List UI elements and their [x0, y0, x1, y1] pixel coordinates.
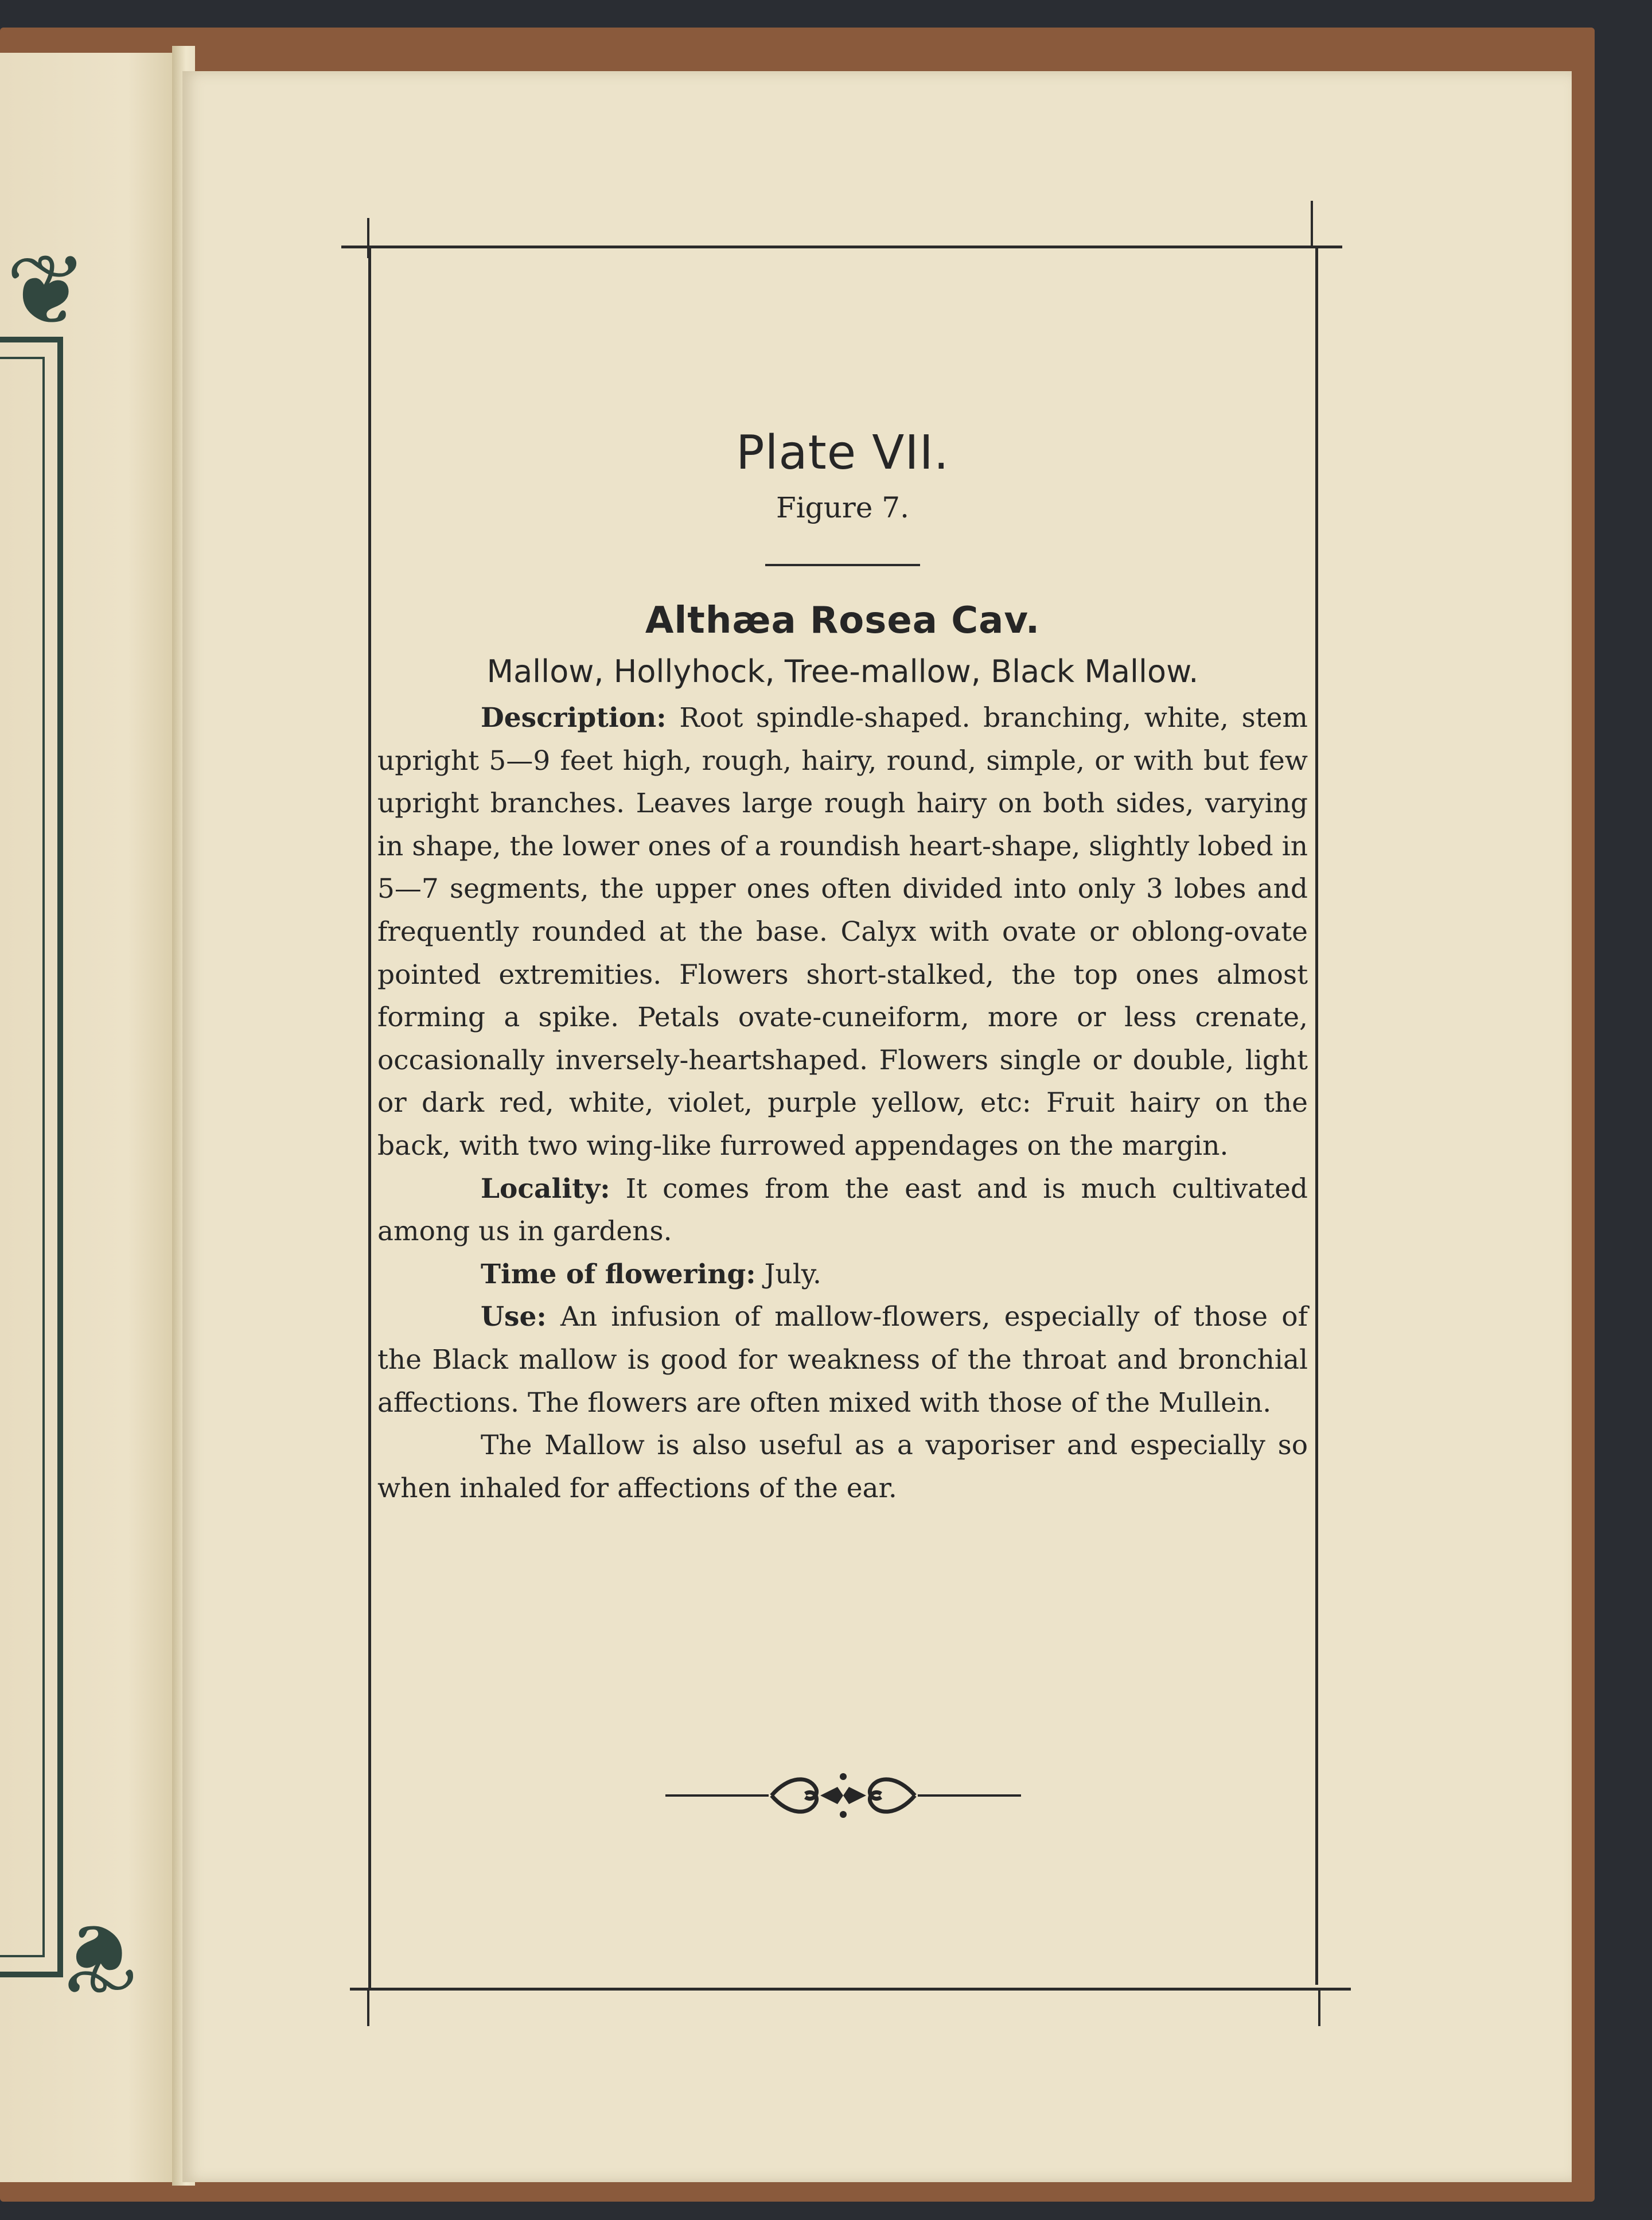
left-page-frame-inner	[0, 357, 45, 1957]
fleuron-icon: ❦	[6, 234, 88, 348]
frame-right-rule	[1315, 247, 1318, 1985]
left-page	[0, 53, 182, 2182]
locality-label: Locality:	[481, 1173, 610, 1205]
locality-text: It comes from the east and is much cultivated among us in gardens.	[377, 1173, 1308, 1248]
common-names: Mallow, Hollyhock, Tree-mallow, Black Mallow.	[486, 653, 1199, 690]
flowering-label: Time of flowering:	[481, 1258, 756, 1290]
frame-bottom-rule	[350, 1988, 1351, 1991]
frame-left-rule	[368, 247, 371, 1991]
figure-number: Figure 7.	[776, 491, 909, 524]
vaporiser-paragraph	[377, 1424, 1308, 1510]
description-label: Description:	[481, 702, 667, 734]
frame-top-rule	[341, 246, 1342, 248]
title-divider	[765, 564, 920, 566]
flowering-text: July.	[764, 1258, 821, 1290]
description-text: Root spindle-shaped. branching, white, stem upright 5—9 feet high, rough, hairy, round, simple, or with but few upright branches. Leaves large rough hairy on both sides, varying in shape, the lower ones of a roundish heart-shape, slightly lobed in 5—7 segments, the upper ones often divided into only 3 lobes and frequently rounded at the base. Calyx with ovate or oblong-ovate pointed extremities. Flowers short-stalked, the top ones almost forming a spike. Petals ovate-cuneiform, more or less crenate, occasionally inversely-heartshaped. Flowers single or double, light or dark red, white, violet, purple yellow, etc: Fruit hairy on the back, with two wing-like furrowed appendages on the margin.	[377, 702, 1308, 1162]
plate-text-block	[377, 422, 1308, 1510]
use-text: An infusion of mallow-flowers, especially of those of the Black mallow is good for weakness of the throat and bronchial affections. The flowers are often mixed with those of the Mullein.	[377, 1301, 1308, 1419]
use-paragraph	[377, 1296, 1308, 1424]
use-label: Use:	[481, 1301, 547, 1333]
latin-name: Althæa Rosea Cav.	[645, 599, 1041, 642]
fleuron-icon: ❦	[57, 1900, 139, 2014]
vaporiser-text: The Mallow is also useful as a vaporiser and especially so when inhaled for affections of the ear.	[377, 1430, 1308, 1504]
flowering-paragraph	[377, 1253, 1308, 1296]
frame-tick-bottom-left	[367, 1991, 369, 2026]
frame-tick-top-right	[1311, 201, 1313, 247]
frame-tick-bottom-right	[1318, 1991, 1320, 2026]
scroll-ornament-icon	[665, 1764, 1021, 1827]
plate-title: Plate VII.	[736, 426, 949, 480]
description-paragraph	[377, 697, 1308, 1168]
locality-paragraph	[377, 1168, 1308, 1253]
